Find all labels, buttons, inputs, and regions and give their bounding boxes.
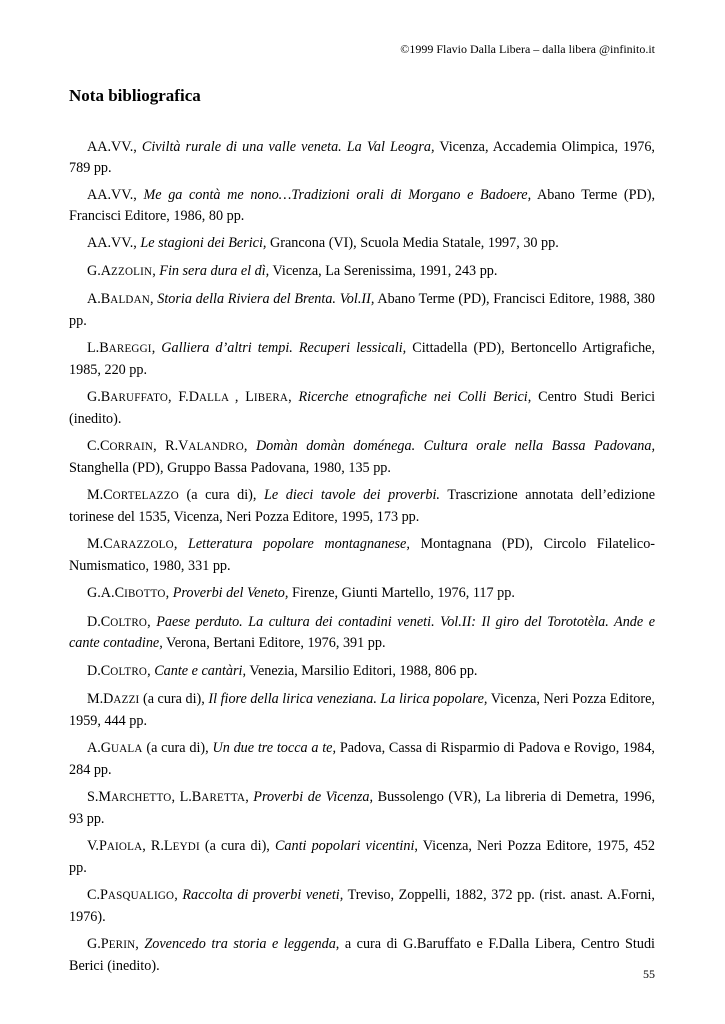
bibliography-entry: S.MARCHETTO, L.BARETTA, Proverbi de Vicenza, Bussolengo (VR), La libreria di Demetra, 1996, 93 pp.	[69, 789, 656, 827]
entry-title: Civiltà rurale di una valle veneta. La Val Leogra,	[141, 139, 435, 155]
bibliography-entry: A.BALDAN, Storia della Riviera del Brenta. Vol.II, Abano Terme (PD), Francisci Editore, 1988, 380 pp.	[69, 291, 655, 329]
entry-authors: M.CARAZZOLO	[87, 536, 174, 552]
entry-authors: A.BALDAN	[87, 291, 150, 307]
bibliography-entry: D.COLTRO, Paese perduto. La cultura dei contadini veneti. Vol.II: Il giro del Torototèla. Ande e cante contadine, Verona, Bertani Editore, 1976, 391 pp.	[69, 613, 656, 651]
bibliography-entry: V.PAIOLA, R.LEYDI (a cura di), Canti popolari vicentini, Vicenza, Neri Pozza Editore, 1975, 452 pp.	[69, 838, 655, 876]
page-title: Nota bibliografica	[69, 86, 201, 105]
bibliography-entry: G.BARUFFATO, F.DALLA , LIBERA, Ricerche etnografiche nei Colli Berici, Centro Studi Berici (inedito).	[69, 389, 656, 427]
bibliography-list	[69, 137, 655, 983]
entry-publication: Padova, Cassa di Risparmio di Padova e Rovigo, 1984, 284 pp.	[69, 740, 655, 778]
bibliography-entry: C.PASQUALIGO, Raccolta di proverbi veneti, Treviso, Zoppelli, 1882, 372 pp. (rist. anast. A.Forni, 1976).	[69, 887, 655, 925]
entry-title: Fin sera dura el dì,	[159, 262, 270, 279]
entry-authors: A.GUALA	[87, 740, 143, 756]
entry-title: Zovencedo tra storia e leggenda,	[144, 936, 340, 952]
entry-title: Il fiore della lirica veneziana. La lirica popolare,	[208, 691, 488, 707]
bibliography-entry: C.CORRAIN, R.VALANDRO, Domàn domàn doménega. Cultura orale nella Bassa Padovana, Stanghella (PD), Gruppo Bassa Padovana, 1980, 135 pp.	[69, 438, 656, 476]
entry-publication: Vicenza, Neri Pozza Editore, 1959, 444 pp.	[69, 691, 655, 729]
entry-authors: G.BARUFFATO, F.DALLA , LIBERA	[87, 389, 289, 405]
entry-title: Storia della Riviera del Brenta. Vol.II,	[157, 291, 375, 307]
bibliography-entry: M.DAZZI (a cura di), Il fiore della lirica veneziana. La lirica popolare, Vicenza, Neri Pozza Editore, 1959, 444 pp.	[69, 691, 655, 729]
entry-authors: G.PERIN	[87, 936, 136, 952]
bibliography-entry: M.CORTELAZZO (a cura di), Le dieci tavole dei proverbi. Trascrizione annotata dell’edizione torinese del 1535, Vicenza, Neri Pozza Editore, 1995, 173 pp.	[69, 487, 655, 525]
entry-title: Raccolta di proverbi veneti,	[182, 887, 344, 903]
entry-authors: G.AZZOLIN	[87, 262, 153, 279]
entry-title: Paese perduto. La cultura dei contadini veneti. Vol.II: Il giro del Torototèla. Ande e cante contadine,	[69, 613, 656, 651]
entry-authors: S.MARCHETTO, L.BARETTA	[87, 789, 246, 805]
entry-authors: C.CORRAIN, R.VALANDRO	[87, 438, 244, 454]
entry-title: Un due tre tocca a te,	[212, 740, 337, 756]
entry-title: Cante e cantàri,	[154, 662, 247, 679]
entry-authors: C.PASQUALIGO	[87, 887, 175, 903]
entry-authors: G.A.CIBOTTO	[87, 585, 166, 601]
entry-publication: Vicenza, La Serenissima, 1991, 243 pp.	[269, 262, 498, 279]
entry-publication: Verona, Bertani Editore, 1976, 391 pp.	[162, 635, 386, 651]
entry-title: Galliera d’altri tempi. Recuperi lessicali,	[161, 340, 407, 356]
entry-authors: AA.VV.	[87, 139, 134, 155]
entry-authors: D.COLTRO	[87, 613, 148, 630]
entry-publication: Venezia, Marsilio Editori, 1988, 806 pp.	[246, 662, 478, 679]
entry-publication: Cittadella (PD), Bertoncello Artigrafiche, 1985, 220 pp.	[69, 340, 656, 378]
entry-publication: Bussolengo (VR), La libreria di Demetra, 1996, 93 pp.	[69, 789, 656, 827]
bibliography-entry: L.BAREGGI, Galliera d’altri tempi. Recuperi lessicali, Cittadella (PD), Bertoncello Artigrafiche, 1985, 220 pp.	[69, 340, 656, 378]
entry-title: Proverbi del Veneto,	[172, 585, 289, 601]
bibliography-entry: AA.VV., Le stagioni dei Berici, Grancona (VI), Scuola Media Statale, 1997, 30 pp.	[87, 235, 559, 251]
entry-publication: Vicenza, Accademia Olimpica, 1976, 789 pp.	[69, 139, 655, 176]
entry-title: Proverbi de Vicenza,	[253, 789, 374, 805]
entry-publication: Abano Terme (PD), Francisci Editore, 1988, 380 pp.	[69, 291, 655, 329]
entry-authors: M.DAZZI	[87, 691, 140, 707]
bibliography-entry: G.PERIN, Zovencedo tra storia e leggenda, a cura di G.Baruffato e F.Dalla Libera, Centro Studi Berici (inedito).	[69, 936, 656, 974]
entry-publication: Firenze, Giunti Martello, 1976, 117 pp.	[288, 585, 515, 601]
bibliography-entry: AA.VV., Me ga contà me nono…Tradizioni orali di Morgano e Badoere, Abano Terme (PD), Francisci Editore, 1986, 80 pp.	[69, 187, 656, 224]
entry-publication: Centro Studi Berici (inedito).	[69, 389, 656, 427]
entry-title: Le stagioni dei Berici,	[140, 235, 267, 251]
bibliography-entry: D.COLTRO, Cante e cantàri, Venezia, Marsilio Editori, 1988, 806 pp.	[87, 662, 478, 679]
bibliography-entry: AA.VV., Civiltà rurale di una valle veneta. La Val Leogra, Vicenza, Accademia Olimpica, 1976, 789 pp.	[69, 139, 655, 176]
entry-publication: Abano Terme (PD), Francisci Editore, 1986, 80 pp.	[69, 187, 656, 224]
entry-authors: AA.VV.	[87, 235, 134, 251]
entry-publication: Trascrizione annotata dell’edizione torinese del 1535, Vicenza, Neri Pozza Editore, 1995, 173 pp.	[69, 487, 655, 525]
entry-publication: Treviso, Zoppelli, 1882, 372 pp. (rist. anast. A.Forni, 1976).	[69, 887, 655, 925]
entry-title: Canti popolari vicentini	[274, 838, 415, 854]
entry-publication: , Vicenza, Neri Pozza Editore, 1975, 452 pp.	[69, 838, 655, 876]
entry-title: Domàn domàn doménega. Cultura orale nella Bassa Padovana,	[255, 438, 656, 454]
bibliography-entry: G.AZZOLIN, Fin sera dura el dì, Vicenza, La Serenissima, 1991, 243 pp.	[87, 262, 498, 279]
entry-authors: L.BAREGGI	[87, 340, 152, 356]
entry-authors: M.CORTELAZZO	[87, 487, 179, 503]
bibliography-entry: A.GUALA (a cura di), Un due tre tocca a te, Padova, Cassa di Risparmio di Padova e Rovigo, 1984, 284 pp.	[69, 740, 655, 778]
entry-publication: Montagnana (PD), Circolo Filatelico-Numismatico, 1980, 331 pp.	[69, 536, 656, 574]
page-number: 55	[643, 967, 655, 981]
bibliography-entry: M.CARAZZOLO, Letteratura popolare montagnanese, Montagnana (PD), Circolo Filatelico-Numismatico, 1980, 331 pp.	[69, 536, 656, 574]
entry-publication: a cura di G.Baruffato e F.Dalla Libera, Centro Studi Berici (inedito).	[69, 936, 656, 974]
bibliography-entry: G.A.CIBOTTO, Proverbi del Veneto, Firenze, Giunti Martello, 1976, 117 pp.	[87, 585, 515, 601]
entry-title: Le dieci tavole dei proverbi.	[264, 487, 440, 503]
entry-title: Me ga contà me nono…Tradizioni orali di Morgano e Badoere,	[143, 187, 532, 203]
entry-authors: V.PAIOLA, R.LEYDI	[87, 838, 200, 854]
entry-title: Ricerche etnografiche nei Colli Berici,	[298, 389, 532, 405]
entry-publication: Grancona (VI), Scuola Media Statale, 1997, 30 pp.	[266, 235, 559, 251]
entry-authors: AA.VV.	[87, 187, 134, 203]
entry-publication: Stanghella (PD), Gruppo Bassa Padovana, 1980, 135 pp.	[69, 459, 391, 476]
entry-authors: D.COLTRO	[87, 662, 148, 679]
copyright-header: ©1999 Flavio Dalla Libera – dalla libera @infinito.it	[400, 42, 655, 56]
entry-title: Letteratura popolare montagnanese,	[187, 536, 410, 552]
